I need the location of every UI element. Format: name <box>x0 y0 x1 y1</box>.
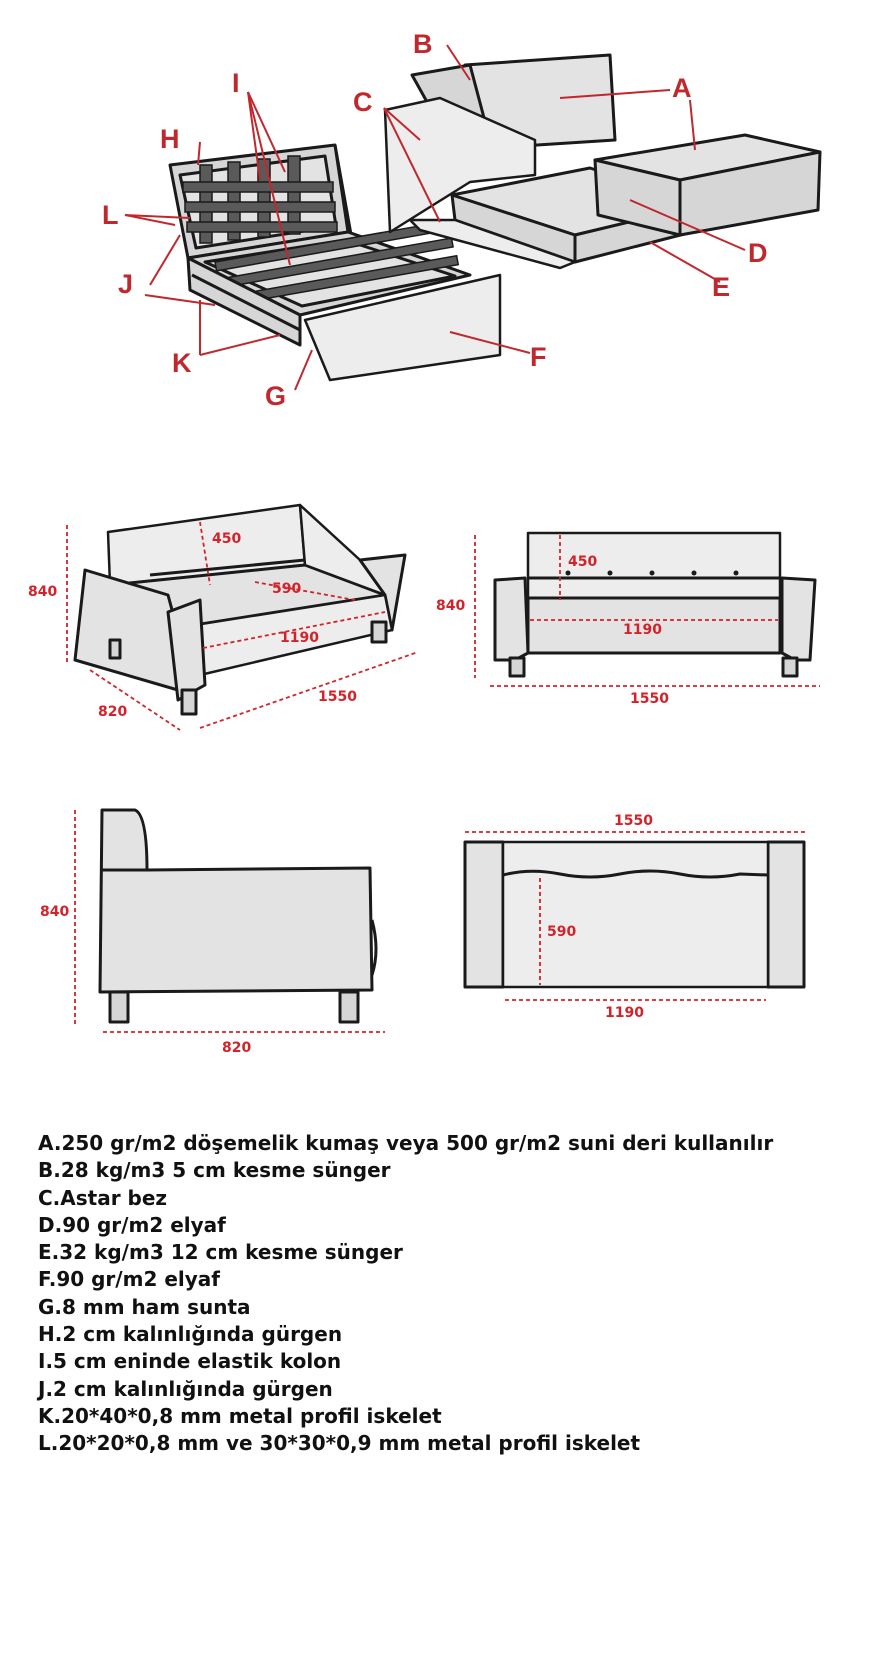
label-c: C <box>353 87 373 117</box>
front-width: 1550 <box>630 691 669 707</box>
legend-item-h: H.2 cm kalınlığında gürgen <box>38 1322 343 1347</box>
label-i: I <box>232 68 240 98</box>
legend-item-a: A.250 gr/m2 döşemelik kumaş veya 500 gr/m2 suni deri kullanılır <box>38 1131 774 1155</box>
perspective-seat-depth: 590 <box>272 581 302 597</box>
exploded-view <box>102 29 820 411</box>
legend-item-j: J.2 cm kalınlığında gürgen <box>38 1376 333 1401</box>
perspective-width: 1550 <box>318 689 357 705</box>
label-k: K <box>172 348 192 378</box>
label-j: J <box>118 269 134 299</box>
legend-item-g: G.8 mm ham sunta <box>38 1294 251 1319</box>
front-view <box>436 533 820 707</box>
legend-item-l: L.20*20*0,8 mm ve 30*30*0,9 mm metal profil iskelet <box>38 1431 641 1456</box>
label-h: H <box>160 124 180 154</box>
legend-item-i: I.5 cm eninde elastik kolon <box>38 1349 342 1374</box>
perspective-view <box>28 505 418 730</box>
label-a: A <box>672 73 692 103</box>
legend-item-b: B.28 kg/m3 5 cm kesme sünger <box>38 1158 391 1183</box>
legend-item-d: D.90 gr/m2 elyaf <box>38 1212 226 1237</box>
front-back-height: 450 <box>568 554 598 570</box>
side-depth: 820 <box>222 1040 252 1056</box>
label-l: L <box>102 200 119 230</box>
top-view <box>465 813 805 1021</box>
legend-item-c: C.Astar bez <box>38 1185 168 1210</box>
label-b: B <box>413 29 433 59</box>
label-d: D <box>748 238 768 268</box>
side-view <box>40 810 385 1056</box>
perspective-back-height: 450 <box>212 531 242 547</box>
perspective-height: 840 <box>28 584 58 600</box>
label-f: F <box>530 342 547 372</box>
materials-legend <box>38 1130 858 1458</box>
top-width: 1550 <box>614 813 653 829</box>
perspective-inner-width: 1190 <box>280 630 319 646</box>
perspective-depth: 820 <box>98 704 128 720</box>
legend-item-k: K.20*40*0,8 mm metal profil iskelet <box>38 1403 442 1428</box>
front-height: 840 <box>436 598 466 614</box>
label-e: E <box>712 272 731 302</box>
front-inner-width: 1190 <box>623 622 662 638</box>
legend-item-e: E.32 kg/m3 12 cm kesme sünger <box>38 1240 403 1265</box>
top-seat-depth: 590 <box>547 924 577 940</box>
label-g: G <box>265 381 287 411</box>
top-inner-width: 1190 <box>605 1005 644 1021</box>
side-height: 840 <box>40 904 70 920</box>
legend-item-f: F.90 gr/m2 elyaf <box>38 1267 220 1292</box>
